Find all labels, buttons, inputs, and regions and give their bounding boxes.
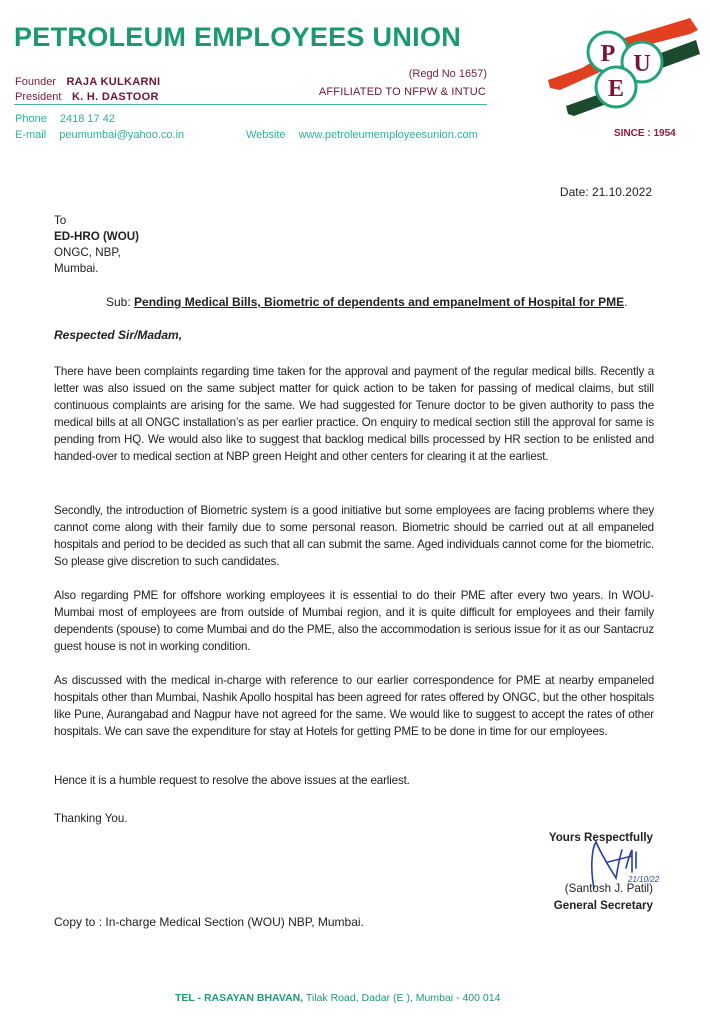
founder-label: Founder [15, 76, 56, 88]
body-paragraph: There have been complaints regarding time taken for the approval and payment of the regular medical bills. Recently a letter was also issued on the same subject matter for quick action to be taken for passing of medical claims, but still continuous complaints are arising for the same. We had suggested for Tenure doctor to be given authority to pass the medical bills at all ONGC installation’s as per earlier practice. On enquiry to medical section still the approval for same is pending from HQ. We would also like to suggest that backlog medical bills processed by HR section to be enlisted and handed-over to medical section at NBP green Height and other centers for clearing it at the earliest. [54, 365, 654, 463]
copy-to: Copy to : In-charge Medical Section (WOU) NBP, Mumbai. [54, 915, 364, 929]
logo-letter-u: U [633, 51, 651, 77]
founder-name: RAJA KULKARNI [66, 76, 161, 88]
signature-date: 21/10/22 [628, 875, 660, 884]
footer-address [175, 992, 500, 1004]
footer-street: Tilak Road, Dadar (E ), Mumbai - 400 014 [303, 992, 501, 1004]
letter-date: Date: 21.10.2022 [559, 185, 652, 199]
recipient-org: ONGC, NBP, [54, 246, 121, 259]
registration-number: (Regd No 1657) [408, 68, 487, 80]
body-paragraph: As discussed with the medical in-charge with reference to our earlier correspondence for PME at nearby empaneled hospitals other than Mumbai, Nashik Apollo hospital has been agreed for rates offered by ONGC, but the other hospitals like Pune, Aurangabad and Nagpur have not agreed for the same. We would like to suggest to accept the rates of other hospitals. We can save the expenditure for stay at Hotels for getting PME to be done in time for our employees. [54, 674, 654, 738]
website-line [246, 129, 478, 141]
union-logo [540, 10, 710, 120]
body-paragraph: Secondly, the introduction of Biometric system is a good initiative but some employees are facing problems where they cannot come along with their family due to some personal reason. Biometric should be carried out at all empaneled hospitals and period to be decided as such that all can submit the same. Aged individuals cannot come for the biometric. So please give discretion to such candidates. [54, 504, 654, 568]
logo-green-stripe-right [658, 40, 700, 68]
logo-letter-e: E [607, 76, 625, 102]
signatory-block [554, 880, 653, 914]
president-line [15, 87, 159, 105]
president-label: President [15, 91, 62, 103]
recipient-city: Mumbai. [54, 262, 99, 275]
logo-letter-p: P [600, 41, 616, 67]
subject-text: Pending Medical Bills, Biometric of dependents and empanelment of Hospital for PME [134, 295, 625, 309]
to-label: To [54, 214, 67, 227]
body-paragraph: Also regarding PME for offshore working employees it is essential to do their PME after every two years. In WOU-Mumbai most of employees are from outside of Mumbai region, and it is quite difficult for employees and their family dependents (spouse) to come Mumbai and do the PME, also the accommodation is serious issue for it as our Santacruz guest house is not in working condition. [54, 589, 654, 653]
body-paragraph: Hence it is a humble request to resolve the above issues at the earliest. [54, 774, 410, 787]
organization-name: PETROLEUM EMPLOYEES UNION [14, 22, 462, 52]
thanking-line: Thanking You. [54, 812, 128, 825]
footer-building: TEL - RASAYAN BHAVAN, [175, 992, 304, 1004]
recipient-block [54, 213, 139, 277]
website-url[interactable]: www.petroleumemployeesunion.com [298, 129, 478, 141]
affiliation: AFFILIATED TO NFPW & INTUC [318, 86, 486, 98]
email-label: E-mail [15, 129, 47, 141]
salutation: Respected Sir/Madam, [54, 328, 183, 342]
phone-line [15, 113, 115, 125]
email-address[interactable]: peumumbai@yahoo.co.in [59, 129, 185, 141]
president-name: K. H. DASTOOR [71, 91, 159, 103]
subject-label: Sub: [106, 295, 131, 309]
letterhead-divider [14, 104, 487, 105]
subject-line: Sub: Pending Medical Bills, Biometric of dependents and empanelment of Hospital for PME. [106, 295, 628, 309]
phone-label: Phone [15, 113, 47, 125]
since-year: SINCE : 1954 [614, 128, 676, 139]
email-line [15, 129, 184, 141]
signatory-title: General Secretary [553, 899, 653, 912]
recipient-title: ED-HRO (WOU) [54, 230, 140, 243]
phone-number: 2418 17 42 [59, 113, 115, 125]
closing-text: Yours Respectfully [548, 831, 653, 844]
signatory-name: (Santosh J. Patil) [564, 882, 653, 895]
website-label: Website [246, 129, 286, 141]
